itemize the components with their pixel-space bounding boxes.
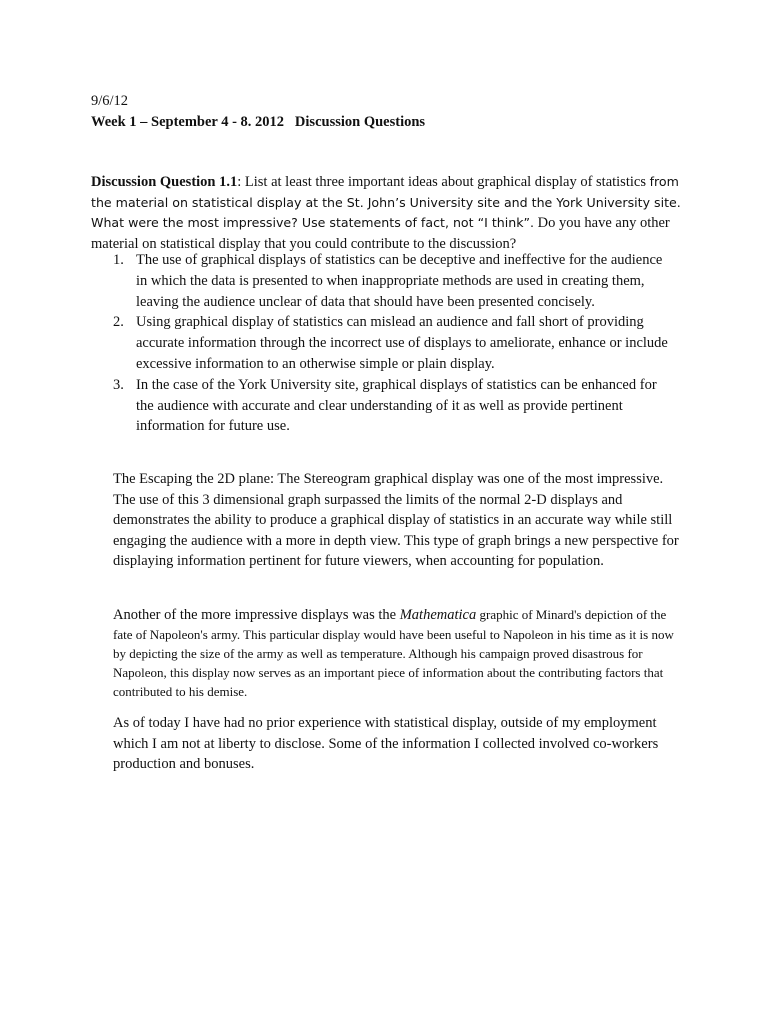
document-title: Week 1 – September 4 - 8. 2012 Discussion Questions xyxy=(91,114,426,130)
question-colon: : xyxy=(237,174,242,190)
answer-text: In the case of the York University site, graphical displays of statistics can be enhanced for the audience with accurate and clear understanding of it as well as provide pertinent information for future use. xyxy=(136,376,657,435)
paragraph-stereogram: The Escaping the 2D plane: The Stereogram graphical display was one of the most impressive. The use of this 3 dimensional graph surpassed the limits of the normal 2-D displays and demonstrates the ability to produce a graphical display of statistics in an accurate way while still engaging the audience with a more in depth view. This type of graph brings a new perspective for displaying information pertinent for future viewers, when accounting for population. xyxy=(113,471,679,570)
mathematica-term: Mathematica xyxy=(399,607,477,623)
paragraph-experience: As of today I have had no prior experience with statistical display, outside of my employment which I am not at liberty to disclose. Some of the information I collected involved co-workers production and bonuses. xyxy=(113,715,659,773)
question-text-b: from the material on statistical display at the St. John’s University site and the York University site. What were the most impressive? Use statements of fact, not “I think”. xyxy=(91,174,681,230)
answer-number: 3. xyxy=(113,376,124,393)
document-date: 9/6/12 xyxy=(91,93,129,109)
paragraph-minard xyxy=(113,605,688,701)
answer-item xyxy=(113,312,673,374)
paragraph-minard-rest: graphic of Minard's depiction of the fate of Napoleon's army. This particular display would have been useful to Napoleon in his time as it is now by depicting the size of the army as well as temperature. Although his campaign proved disastrous for Napoleon, this display now serves as an important piece of information about the contributing factors that contributed to his demise. xyxy=(113,607,674,699)
paragraph-minard-lead: Another of the more impressive displays was the xyxy=(113,607,400,623)
answer-item xyxy=(113,250,673,312)
answer-item xyxy=(113,375,673,437)
question-text-c: Do you have any other material on statistical display that you could contribute to the discussion? xyxy=(91,215,670,252)
answer-number: 2. xyxy=(113,314,124,331)
discussion-question xyxy=(91,172,681,254)
answer-text: Using graphical display of statistics can mislead an audience and fall short of providing accurate information through the incorrect use of displays to ameliorate, enhance or include excessive information to an otherwise simple or plain display. xyxy=(136,314,668,372)
question-label: Discussion Question 1.1 xyxy=(91,174,238,190)
question-text-a: List at least three important ideas about graphical display of statistics xyxy=(241,174,650,190)
answer-number: 1. xyxy=(113,252,124,268)
answer-list xyxy=(113,250,673,437)
answer-text: The use of graphical displays of statistics can be deceptive and ineffective for the audience in which the data is presented to when inappropriate methods are used in creating them, leaving the audience unclear of data that should have been presented concisely. xyxy=(136,252,663,310)
